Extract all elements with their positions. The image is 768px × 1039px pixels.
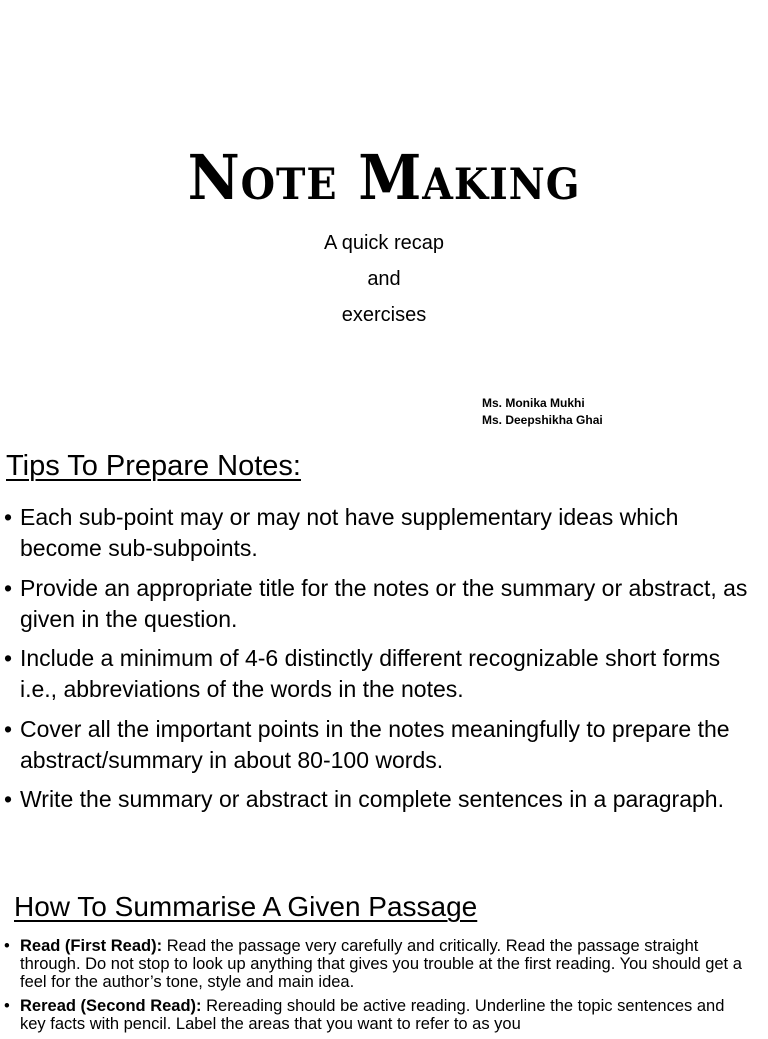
author-name-2: Ms. Deepshikha Ghai xyxy=(482,413,603,427)
step-text: Rereading should be active reading. Underline the topic sentences and key facts with pencil. Label the areas that you want to refer to as you xyxy=(20,997,725,1033)
list-item xyxy=(4,937,754,991)
step-text: Read the passage very carefully and critically. Read the passage straight through. Do not stop to look up anything that gives you trouble at the first reading. You should get a feel for the author’s tone, style and main idea. xyxy=(20,937,742,991)
author-name-1: Ms. Monika Mukhi xyxy=(482,396,585,410)
tip-text: Include a minimum of 4-6 distinctly different recognizable short forms i.e., abbreviations of the words in the notes. xyxy=(20,645,721,702)
tip-text: Each sub-point may or may not have supplementary ideas which become sub-subpoints. xyxy=(20,504,679,561)
tips-list xyxy=(4,502,756,824)
bullet-icon: • xyxy=(4,937,10,955)
bullet-icon: • xyxy=(4,645,13,671)
summarise-heading: How To Summarise A Given Passage xyxy=(14,891,478,922)
tips-heading: Tips To Prepare Notes: xyxy=(6,450,301,482)
list-item xyxy=(4,643,756,705)
list-item xyxy=(4,502,756,564)
subtitle-line-2: and xyxy=(367,268,401,290)
subtitle-line-3: exercises xyxy=(341,304,427,326)
bullet-icon: • xyxy=(4,786,13,812)
tip-text: Cover all the important points in the notes meaningfully to prepare the abstract/summary in about 80-100 words. xyxy=(20,715,730,773)
tip-text: Write the summary or abstract in complete sentences in a paragraph. xyxy=(20,786,724,812)
bullet-icon: • xyxy=(4,997,10,1015)
step-term: Reread (Second Read): xyxy=(20,997,202,1015)
bullet-icon: • xyxy=(4,574,13,601)
list-item xyxy=(4,573,756,635)
bullet-icon: • xyxy=(4,504,13,530)
list-item xyxy=(4,997,754,1033)
list-item xyxy=(4,714,756,776)
tip-text: Provide an appropriate title for the notes or the summary or abstract, as given in the question. xyxy=(20,574,748,632)
list-item xyxy=(4,784,756,815)
slide-title: Note Making xyxy=(187,141,581,214)
subtitle-line-1: A quick recap xyxy=(323,232,445,254)
step-term: Read (First Read): xyxy=(20,937,163,955)
bullet-icon: • xyxy=(4,715,13,742)
